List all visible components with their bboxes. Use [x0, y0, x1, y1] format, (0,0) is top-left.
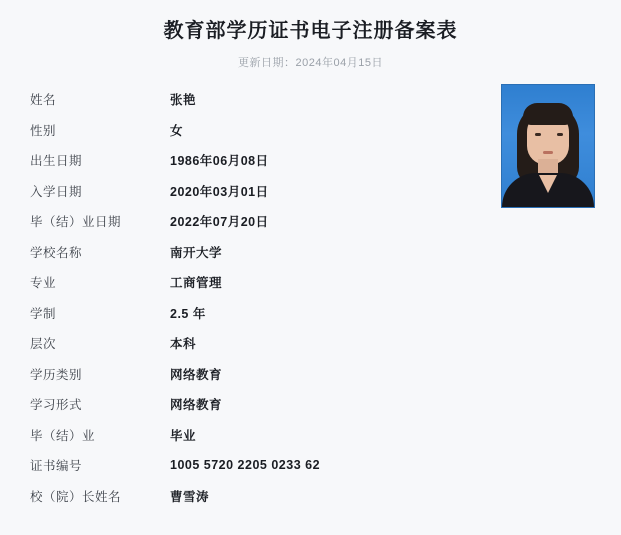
- update-date-line: [0, 54, 621, 70]
- field-value: 曹雪涛: [170, 489, 210, 504]
- field-label: 专业: [30, 276, 57, 291]
- field-label: 毕（结）业日期: [30, 215, 122, 230]
- field-label: 校（院）长姓名: [30, 489, 122, 504]
- table-row: [0, 359, 621, 390]
- field-value: 工商管理: [170, 276, 223, 291]
- field-label: 入学日期: [30, 184, 83, 199]
- update-date-label: 更新日期：: [238, 57, 296, 69]
- field-value: 毕业: [170, 428, 197, 443]
- field-label: 性别: [30, 123, 57, 138]
- table-row: [0, 206, 621, 237]
- field-value: 1986年06月08日: [170, 154, 269, 169]
- photo-mouth: [543, 151, 553, 154]
- table-row: [0, 237, 621, 268]
- field-value: 张艳: [170, 93, 197, 108]
- page-title: 教育部学历证书电子注册备案表: [163, 20, 458, 42]
- field-label: 层次: [30, 337, 57, 352]
- field-label: 学历类别: [30, 367, 83, 382]
- field-label: 毕（结）业: [30, 428, 96, 443]
- table-row: [0, 481, 621, 512]
- field-label: 姓名: [30, 93, 57, 108]
- field-label: 证书编号: [30, 459, 83, 474]
- id-photo: [501, 84, 595, 208]
- update-date-value: 2024年04月15日: [295, 57, 383, 69]
- field-value: 女: [170, 123, 184, 138]
- table-row: [0, 420, 621, 451]
- field-value: 2.5 年: [170, 306, 206, 321]
- field-value: 本科: [170, 337, 197, 352]
- photo-eye-left: [535, 133, 541, 136]
- photo-fringe: [523, 103, 573, 125]
- field-label: 学校名称: [30, 245, 83, 260]
- table-row: [0, 389, 621, 420]
- table-row: [0, 450, 621, 481]
- field-label: 学制: [30, 306, 57, 321]
- field-label: 学习形式: [30, 398, 83, 413]
- document-body: [0, 84, 621, 511]
- field-value: 2020年03月01日: [170, 184, 269, 199]
- photo-neck: [538, 159, 558, 173]
- table-row: [0, 298, 621, 329]
- field-value: 南开大学: [170, 245, 223, 260]
- field-value: 网络教育: [170, 398, 223, 413]
- table-row: [0, 328, 621, 359]
- field-label: 出生日期: [30, 154, 83, 169]
- table-row: [0, 267, 621, 298]
- field-value: 网络教育: [170, 367, 223, 382]
- photo-eye-right: [557, 133, 563, 136]
- field-value: 2022年07月20日: [170, 215, 269, 230]
- field-value: 1005 5720 2205 0233 62: [170, 458, 321, 473]
